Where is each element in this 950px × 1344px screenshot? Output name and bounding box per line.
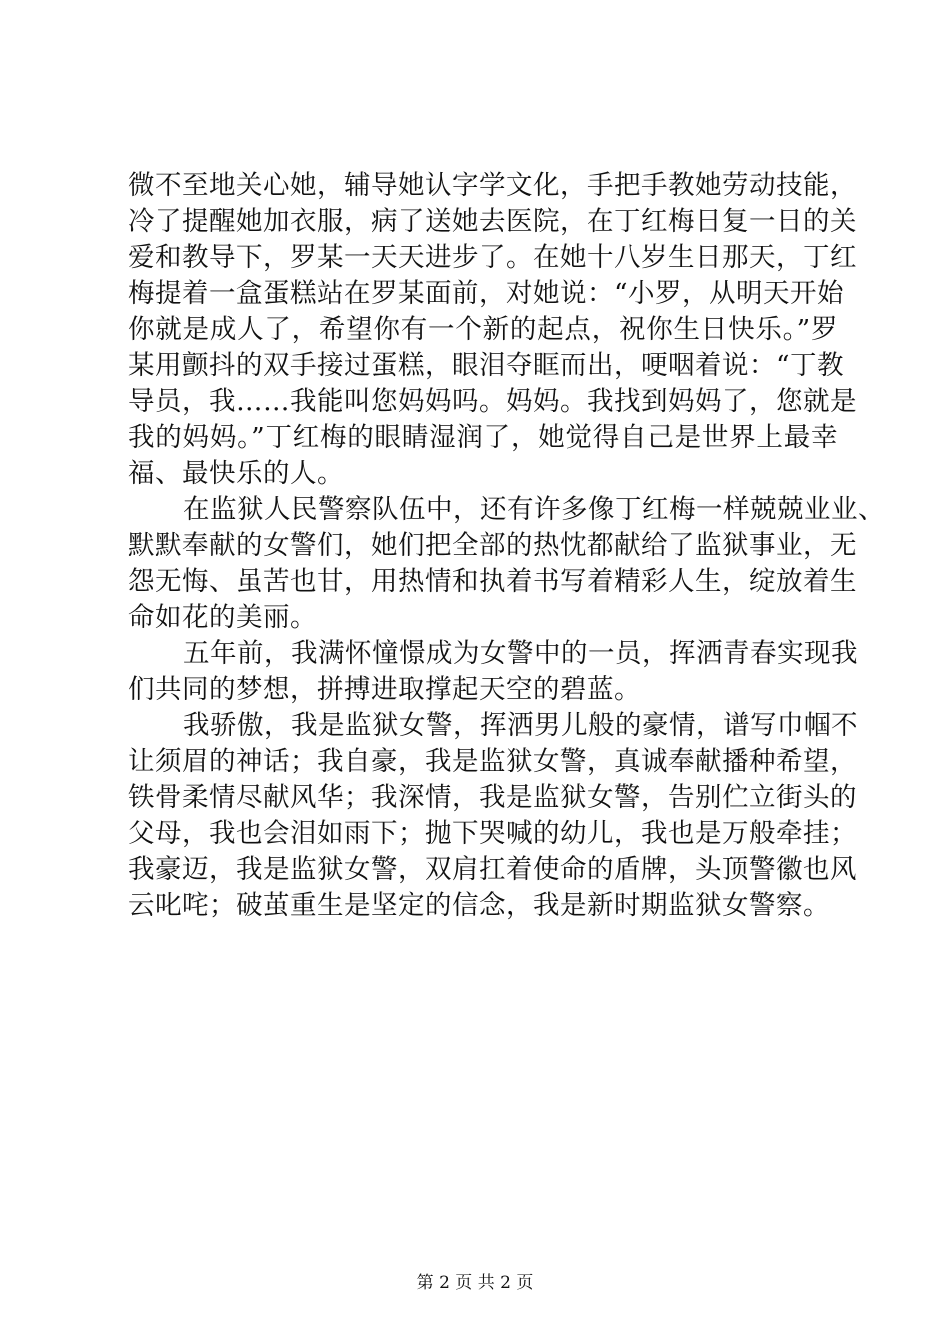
text-line: 导员，我……我能叫您妈妈吗。妈妈。我找到妈妈了，您就是 xyxy=(128,386,857,417)
text-line: 让须眉的神话；我自豪，我是监狱女警，真诚奉献播种希望， xyxy=(128,746,857,777)
text-line: 怨无悔、虽苦也甘，用热情和执着书写着精彩人生，绽放着生 xyxy=(128,566,857,597)
text-line: 在监狱人民警察队伍中，还有许多像丁红梅一样兢兢业业、 xyxy=(183,494,885,525)
text-line: 父母，我也会泪如雨下；抛下哭喊的幼儿，我也是万般牵挂； xyxy=(128,818,857,849)
text-line: 梅提着一盒蛋糕站在罗某面前，对她说：“小罗，从明天开始 xyxy=(128,278,845,309)
text-line: 爱和教导下，罗某一天天进步了。在她十八岁生日那天，丁红 xyxy=(128,242,857,273)
paragraph xyxy=(128,492,885,636)
text-line: 冷了提醒她加衣服，病了送她去医院，在丁红梅日复一日的关 xyxy=(128,206,857,237)
text-line: 福、最快乐的人。 xyxy=(128,458,344,489)
text-line: 默默奉献的女警们，她们把全部的热忱都献给了监狱事业，无 xyxy=(128,530,857,561)
text-line: 我豪迈，我是监狱女警，双肩扛着使命的盾牌，头顶警徽也风 xyxy=(128,854,857,885)
paragraph xyxy=(128,708,858,924)
text-line: 某用颤抖的双手接过蛋糕，眼泪夺眶而出，哽咽着说：“丁教 xyxy=(128,350,845,381)
text-line: 我的妈妈。”丁红梅的眼睛湿润了，她觉得自己是世界上最幸 xyxy=(128,422,838,453)
text-line: 们共同的梦想，拼搏进取撑起天空的碧蓝。 xyxy=(128,674,641,705)
text-line: 我骄傲，我是监狱女警，挥洒男儿般的豪情，谱写巾帼不 xyxy=(183,710,858,741)
page-footer: 第 2 页 共 2 页 xyxy=(416,1273,534,1293)
text-line: 云叱咤；破茧重生是坚定的信念，我是新时期监狱女警察。 xyxy=(128,890,830,921)
text-line: 你就是成人了，希望你有一个新的起点，祝你生日快乐。”罗 xyxy=(128,314,838,345)
text-line: 命如花的美丽。 xyxy=(128,602,317,633)
body-text xyxy=(128,168,885,924)
paragraph xyxy=(128,168,857,492)
paragraph xyxy=(128,636,858,708)
text-line: 五年前，我满怀憧憬成为女警中的一员，挥洒青春实现我 xyxy=(183,638,858,669)
text-line: 铁骨柔情尽献风华；我深情，我是监狱女警，告别伫立街头的 xyxy=(128,782,857,813)
text-line: 微不至地关心她，辅导她认字学文化，手把手教她劳动技能， xyxy=(128,170,857,201)
